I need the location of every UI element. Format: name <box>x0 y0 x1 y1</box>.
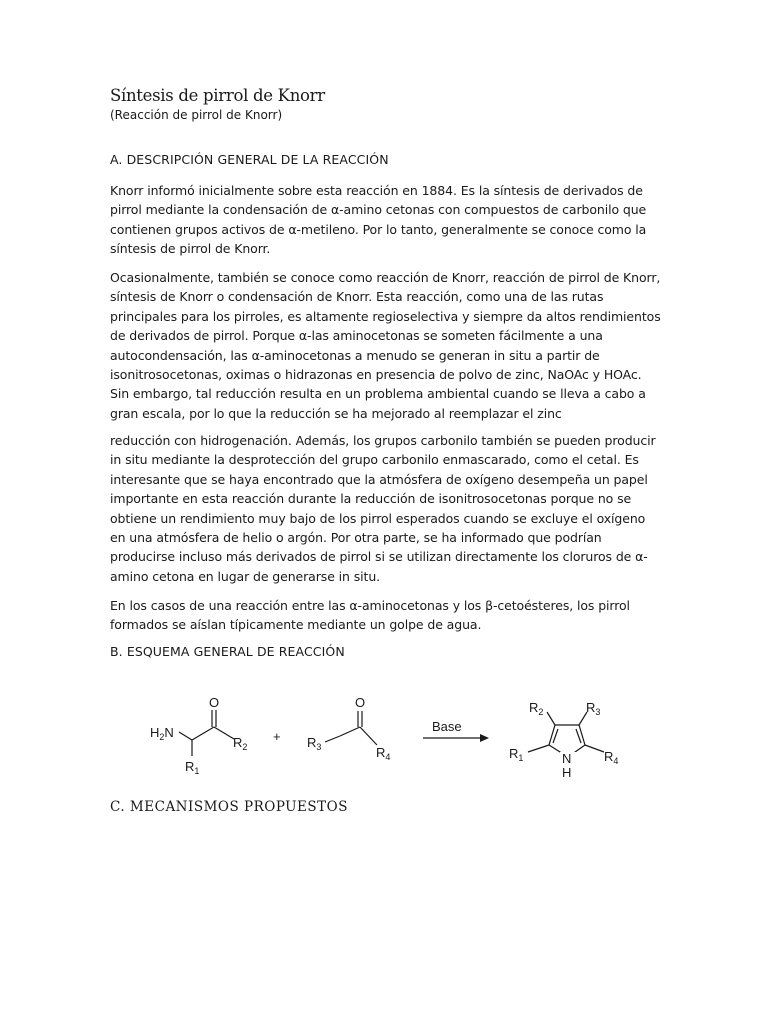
section-a-heading: A. DESCRIPCIÓN GENERAL DE LA REACCIÓN <box>110 152 389 167</box>
ketone-oxygen-2: O <box>355 695 366 710</box>
r1-label-product: $R_1$ <box>509 746 524 763</box>
pyrrole-hydrogen: H <box>562 765 572 780</box>
ketone-oxygen-1: O <box>209 695 220 710</box>
reaction-scheme <box>140 690 640 790</box>
reaction-arrow <box>423 719 489 742</box>
r4-label-reactant: $R_4$ <box>376 745 391 762</box>
r4-label-product: $R_4$ <box>604 749 619 766</box>
reactant-carbonyl <box>307 695 390 762</box>
arrow-base-label: Base <box>432 719 462 734</box>
r1-label-reactant: $R_1$ <box>185 759 200 776</box>
document-subtitle: (Reacción de pirrol de Knorr) <box>110 108 283 122</box>
paragraph-2: Ocasionalmente, también se conoce como reacción de Knorr, reacción de pirrol de Knorr, síntesis de Knorr o condensación de Knorr. Esta reacción, como una de las rutas principales para los pirroles, es altamente regioselectiva y siempre da altos rendimientos de derivados de pirrol. Porque α-las aminocetonas se someten fácilmente a una autocondensación, las α-aminocetonas a menudo se generan in situ a partir de isonitrosocetonas, oximas o hidrazonas en presencia de polvo de zinc, NaOAc y HOAc. Sin embargo, tal reducción resulta en un problema ambiental cuando se lleva a cabo a gran escala, por lo que la reducción se ha mejorado al reemplazar el zinc <box>110 270 661 421</box>
r3-label-reactant: $R_3$ <box>307 735 322 752</box>
reactant-amino-ketone <box>150 695 247 776</box>
section-c-heading: C. MECANISMOS PROPUESTOS <box>110 799 348 815</box>
paragraph-1: Knorr informó inicialmente sobre esta reacción en 1884. Es la síntesis de derivados de pirrol mediante la condensación de α-amino cetonas con compuestos de carbonilo que contienen grupos activos de α-metileno. Por lo tanto, generalmente se conoce como la síntesis de pirrol de Knorr. <box>110 183 647 257</box>
paragraph-4: En los casos de una reacción entre las α-aminocetonas y los β-cetoésteres, los pirrol formados se aíslan típicamente mediante un golpe de agua. <box>110 598 630 633</box>
r2-label-product: $R_2$ <box>529 700 544 717</box>
paragraph-3: reducción con hidrogenación. Además, los grupos carbonilo también se pueden producir in situ mediante la desprotección del grupo carbonilo enmascarado, como el cetal. Es interesante que se haya encontrado que la atmósfera de oxígeno desempeña un papel importante en esta reacción durante la reducción de isonitrosocetonas porque no se obtiene un rendimiento muy bajo de los pirrol esperados cuando se excluye el oxígeno en una atmósfera de helio o argón. Por otra parte, se ha informado que podrían producirse incluso más derivados de pirrol si se utilizan directamente los cloruros de α-amino cetona en lugar de generarse in situ. <box>110 433 656 584</box>
document-title: Síntesis de pirrol de Knorr <box>110 86 325 105</box>
r2-label-reactant: $R_2$ <box>233 735 248 752</box>
plus-sign: + <box>273 729 281 744</box>
section-b-heading: B. ESQUEMA GENERAL DE REACCIÓN <box>110 644 345 659</box>
amine-label: $H_2N$ <box>150 725 174 742</box>
pyrrole-nitrogen: N <box>562 751 572 766</box>
r3-label-product: $R_3$ <box>586 700 601 717</box>
product-pyrrole <box>509 700 618 780</box>
